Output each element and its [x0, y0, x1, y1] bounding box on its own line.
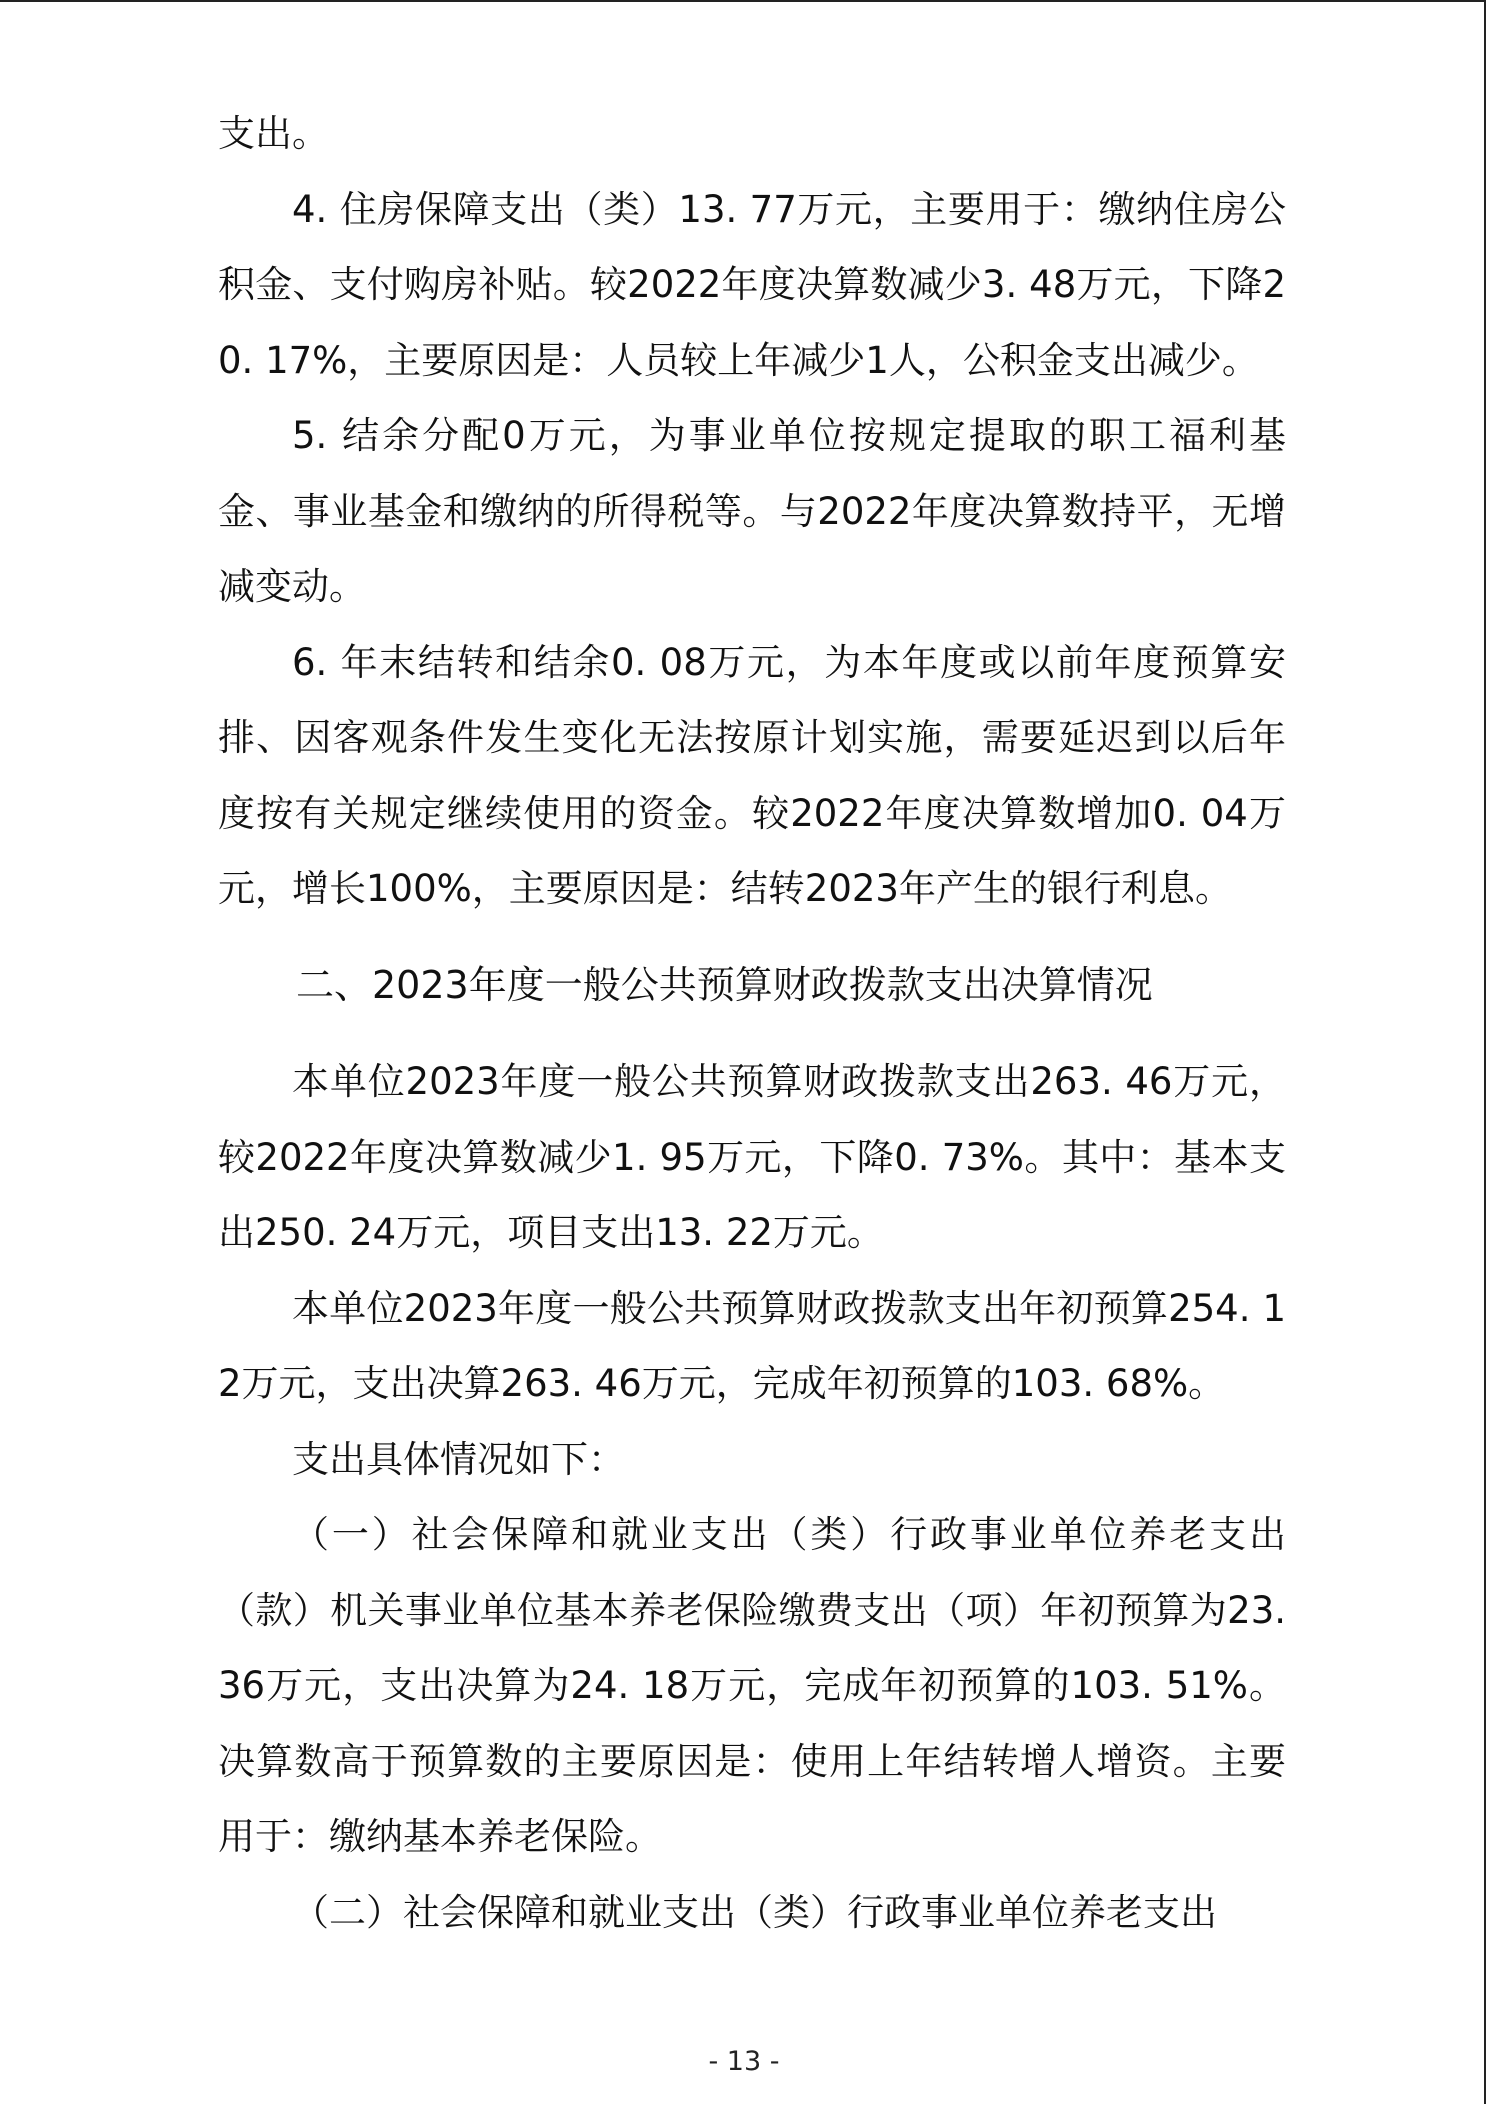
paragraph-item-one: （一）社会保障和就业支出（类）行政事业单位养老支出（款）机关事业单位基本养老保险缴费支出（项）年初预算为23. 36万元，支出决算为24. 18万元，完成年初预算的103. 51%。决算数高于预算数的主要原因是：使用上年结转增人增资。主要用于：缴纳基本养老保险。	[218, 1513, 1286, 1858]
paragraph-budget-completion: 本单位2023年度一般公共预算财政拨款支出年初预算254. 12万元，支出决算263. 46万元，完成年初预算的103. 68%。	[218, 1286, 1286, 1405]
section-heading: 二、2023年度一般公共预算财政拨款支出决算情况	[296, 962, 1153, 1007]
paragraph-continuation: 支出。	[218, 112, 329, 155]
paragraph-details-intro: 支出具体情况如下：	[292, 1437, 625, 1481]
paragraph-item-two: （二）社会保障和就业支出（类）行政事业单位养老支出	[292, 1890, 1217, 1934]
document-body	[218, 96, 1286, 1950]
page-number: - 13 -	[708, 2046, 780, 2077]
paragraph-year-end-balance: 6. 年末结转和结余0. 08万元，为本年度或以前年度预算安排、因客观条件发生变化无法按原计划实施，需要延迟到以后年度按有关规定继续使用的资金。较2022年度决算数增加0. 04万元，增长100%，主要原因是：结转2023年产生的银行利息。	[218, 640, 1286, 910]
paragraph-total-expenditure: 本单位2023年度一般公共预算财政拨款支出263. 46万元，较2022年度决算数减少1. 95万元，下降0. 73%。其中：基本支出250. 24万元，项目支出13. 22万元。	[218, 1060, 1286, 1254]
paragraph-housing-expenditure: 4. 住房保障支出（类）13. 77万元，主要用于：缴纳住房公积金、支付购房补贴。较2022年度决算数减少3. 48万元，下降20. 17%，主要原因是：人员较上年减少1人，公积金支出减少。	[218, 187, 1286, 382]
paragraph-surplus-distribution: 5. 结余分配0万元，为事业单位按规定提取的职工福利基金、事业基金和缴纳的所得税等。与2022年度决算数持平，无增减变动。	[218, 414, 1286, 608]
